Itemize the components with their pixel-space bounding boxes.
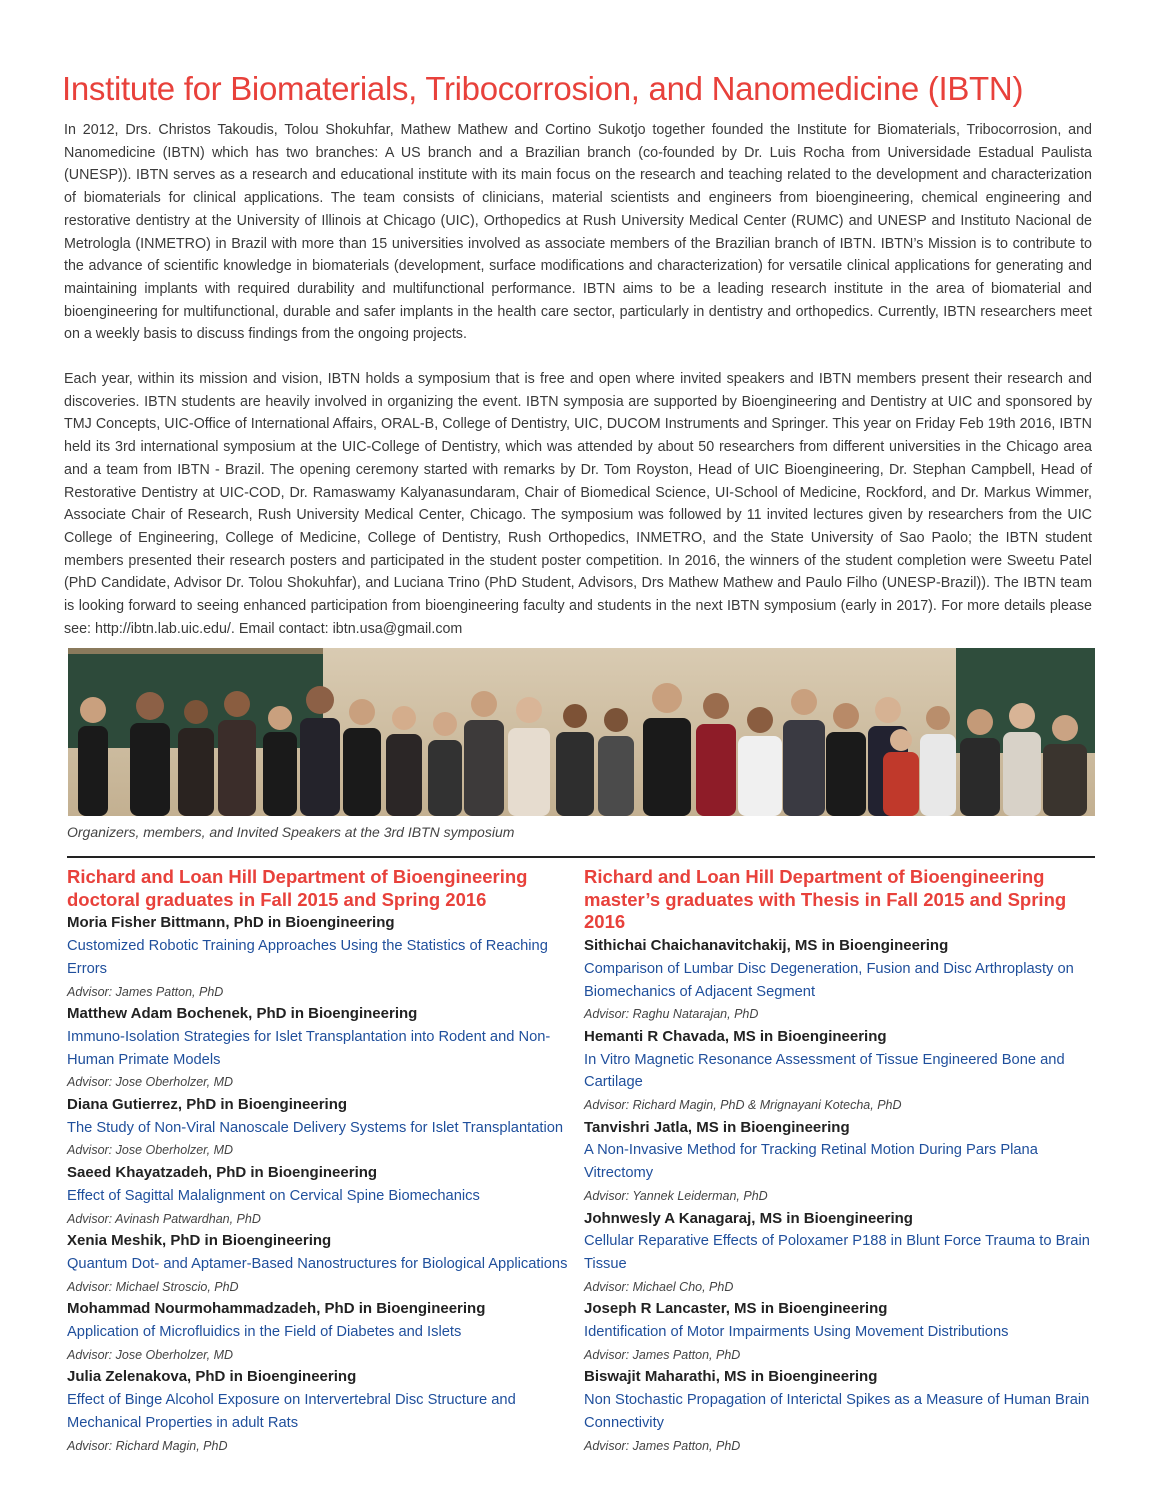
graduate-entry	[584, 1026, 1096, 1117]
graduate-entry	[67, 1094, 572, 1162]
symposium-paragraph: Each year, within its mission and vision, IBTN holds a symposium that is free and open where invited speakers and IBTN members present their research and discoveries. IBTN students are heavily involved in organizing the event. IBTN symposia are supported by Bioengineering and Dentistry at UIC and sponsored by TMJ Concepts, UIC-Office of International Affairs, ORAL-B, College of Dentistry, UIC, DUCOM Instruments and Springer. This year on Friday Feb 19th 2016, IBTN held its 3rd international symposium at the UIC-College of Dentistry, which was attended by about 50 researchers from different universities in the Chicago area and a team from IBTN - Brazil. The opening ceremony started with remarks by Dr. Tom Royston, Head of UIC Bioengineering, Dr. Stephan Campbell, Head of Restorative Dentistry at UIC-COD, Dr. Ramaswamy Kalyanasundaram, Chair of Biomedical Science, UI-School of Medicine, Rockford, and Dr. Markus Wimmer, Associate Chair of Research, Rush University Medical Center, Chicago. The symposium was followed by 11 invited lectures given by researchers from the UIC College of Engineering, College of Medicine, College of Dentistry, Rush Orthopedics, INMETRO, and the State University of Sao Paolo; the IBTN student members presented their research posters and participated in the student poster competition. In 2016, the winners of the student completion were Sweetu Patel (PhD Candidate, Advisor Dr. Tolou Shokuhfar), and Luciana Trino (PhD Student, Advisors, Drs Mathew Mathew and Paulo Filho (UNESP-Brazil)). The IBTN team is looking forward to seeing enhanced participation from bioengineering faculty and students in the next IBTN symposium (early in 2017). For more details please see: http://ibtn.lab.uic.edu/. Email contact: ibtn.usa@gmail.com	[64, 371, 1092, 637]
graduate-name: Biswajit Maharathi, MS in Bioengineering	[584, 1368, 878, 1386]
thesis-title: Effect of Sagittal Malalignment on Cervical Spine Biomechanics	[67, 1187, 480, 1204]
graduate-name: Diana Gutierrez, PhD in Bioengineering	[67, 1096, 348, 1114]
advisor: Advisor: James Patton, PhD	[584, 1347, 741, 1362]
doctoral-graduates-column	[67, 866, 572, 1457]
advisor: Advisor: Raghu Natarajan, PhD	[584, 1007, 759, 1022]
advisor: Advisor: Michael Stroscio, PhD	[67, 1279, 239, 1294]
thesis-title: Cellular Reparative Effects of Poloxamer P188 in Blunt Force Trauma to Brain Tissue	[584, 1233, 1090, 1272]
advisor: Advisor: Jose Oberholzer, MD	[67, 1347, 234, 1362]
advisor: Advisor: James Patton, PhD	[584, 1438, 741, 1453]
advisor: Advisor: Jose Oberholzer, MD	[67, 1075, 234, 1090]
graduate-name: Xenia Meshik, PhD in Bioengineering	[67, 1232, 332, 1250]
graduate-entry	[584, 1208, 1096, 1299]
graduate-entry	[67, 1003, 572, 1094]
graduate-name: Moria Fisher Bittmann, PhD in Bioengineering	[67, 914, 395, 932]
advisor: Advisor: Yannek Leiderman, PhD	[584, 1188, 768, 1203]
graduate-name: Tanvishri Jatla, MS in Bioengineering	[584, 1118, 850, 1136]
graduate-name: Saeed Khayatzadeh, PhD in Bioengineering	[67, 1164, 378, 1182]
advisor: Advisor: Avinash Patwardhan, PhD	[67, 1211, 261, 1226]
photo-caption: Organizers, members, and Invited Speakers at the 3rd IBTN symposium	[67, 824, 515, 840]
graduate-entry	[67, 1162, 572, 1230]
graduate-entry	[67, 1230, 572, 1298]
advisor: Advisor: Jose Oberholzer, MD	[67, 1143, 234, 1158]
group-photo	[68, 648, 1095, 816]
graduate-entry	[67, 912, 572, 1003]
graduate-name: Joseph R Lancaster, MS in Bioengineering	[584, 1300, 888, 1318]
thesis-title: Comparison of Lumbar Disc Degeneration, Fusion and Disc Arthroplasty on Biomechanics of Adjacent Segment	[584, 960, 1074, 1000]
graduate-entry	[584, 1117, 1096, 1208]
intro-paragraph: In 2012, Drs. Christos Takoudis, Tolou Shokuhfar, Mathew Mathew and Cortino Sukotjo together founded the Institute for Biomaterials, Tribocorrosion, and Nanomedicine (IBTN) which has two branches: A US branch and a Brazilian branch (co-founded by Dr. Luis Rocha from Universidade Estadual Paulista (UNESP)). IBTN serves as a research and educational institute with its main focus on the research and teaching related to the development and characterization of biomaterials for clinical applications. The team consists of clinicians, material scientists and engineers from bioengineering, chemical engineering and restorative dentistry at the University of Illinois at Chicago (UIC), Orthopedics at Rush University Medical Center (RUMC) and UNESP and Instituto Nacional de Metrologla (INMETRO) in Brazil with more than 15 universities involved as associate members of the Brazilian branch of IBTN. IBTN’s Mission is to contribute to the advance of scientific knowledge in biomaterials (development, surface modifications and characterization) for versatile clinical applications for generating and maintaining implants with required durability and multifunctional performance. IBTN aims to be a leading research institute in the area of biomaterial and bioengineering for multifunctional, durable and safer implants in the health care sector, particularly in dentistry and orthopedics. Currently, IBTN researchers meet on a weekly basis to discuss findings from the ongoing projects.	[64, 122, 1092, 343]
thesis-title: Application of Microfluidics in the Field of Diabetes and Islets	[67, 1324, 462, 1341]
graduate-entry	[67, 1366, 572, 1457]
article-title: Institute for Biomaterials, Tribocorrosion, and Nanomedicine (IBTN)	[62, 70, 1024, 107]
masters-heading: Richard and Loan Hill Department of Bioengineering master’s graduates with Thesis in Fall 2015 and Spring 2016	[584, 866, 1067, 933]
graduate-entry	[584, 1298, 1096, 1366]
graduate-name: Matthew Adam Bochenek, PhD in Bioengineering	[67, 1005, 418, 1023]
thesis-title: Immuno-Isolation Strategies for Islet Transplantation into Rodent and Non-Human Primate Models	[67, 1028, 551, 1068]
graduate-name: Johnwesly A Kanagaraj, MS in Bioengineering	[584, 1209, 913, 1227]
advisor: Advisor: Richard Magin, PhD & Mrignayani Kotecha, PhD	[584, 1098, 902, 1113]
thesis-title: Effect of Binge Alcohol Exposure on Intervertebral Disc Structure and Mechanical Properties in adult Rats	[67, 1392, 516, 1431]
graduate-entry	[584, 1366, 1096, 1457]
thesis-title: Quantum Dot- and Aptamer-Based Nanostructures for Biological Applications	[67, 1255, 568, 1272]
graduate-name: Sithichai Chaichanavitchakij, MS in Bioengineering	[584, 937, 949, 955]
thesis-title: The Study of Non-Viral Nanoscale Delivery Systems for Islet Transplantation	[67, 1119, 564, 1136]
thesis-title: In Vitro Magnetic Resonance Assessment of Tissue Engineered Bone and Cartilage	[584, 1051, 1065, 1091]
graduate-entry	[584, 935, 1096, 1026]
advisor: Advisor: James Patton, PhD	[67, 984, 224, 999]
graduate-entry	[67, 1298, 572, 1366]
doctoral-list	[67, 912, 572, 1457]
graduate-name: Julia Zelenakova, PhD in Bioengineering	[67, 1368, 357, 1386]
graduate-name: Mohammad Nourmohammadzadeh, PhD in Bioengineering	[67, 1300, 486, 1318]
graduate-name: Hemanti R Chavada, MS in Bioengineering	[584, 1027, 887, 1045]
thesis-title: Identification of Motor Impairments Using Movement Distributions	[584, 1324, 1009, 1341]
thesis-title: Customized Robotic Training Approaches Using the Statistics of Reaching Errors	[67, 938, 548, 977]
thesis-title: A Non-Invasive Method for Tracking Retinal Motion During Pars Plana Vitrectomy	[584, 1142, 1038, 1182]
section-divider	[67, 856, 1095, 858]
masters-graduates-column	[584, 866, 1096, 1457]
advisor: Advisor: Michael Cho, PhD	[584, 1279, 734, 1294]
doctoral-heading: Richard and Loan Hill Department of Bioengineering doctoral graduates in Fall 2015 and Spring 2016	[67, 866, 528, 910]
thesis-title: Non Stochastic Propagation of Interictal Spikes as a Measure of Human Brain Connectivity	[584, 1392, 1090, 1431]
advisor: Advisor: Richard Magin, PhD	[67, 1438, 228, 1453]
masters-list	[584, 935, 1096, 1457]
